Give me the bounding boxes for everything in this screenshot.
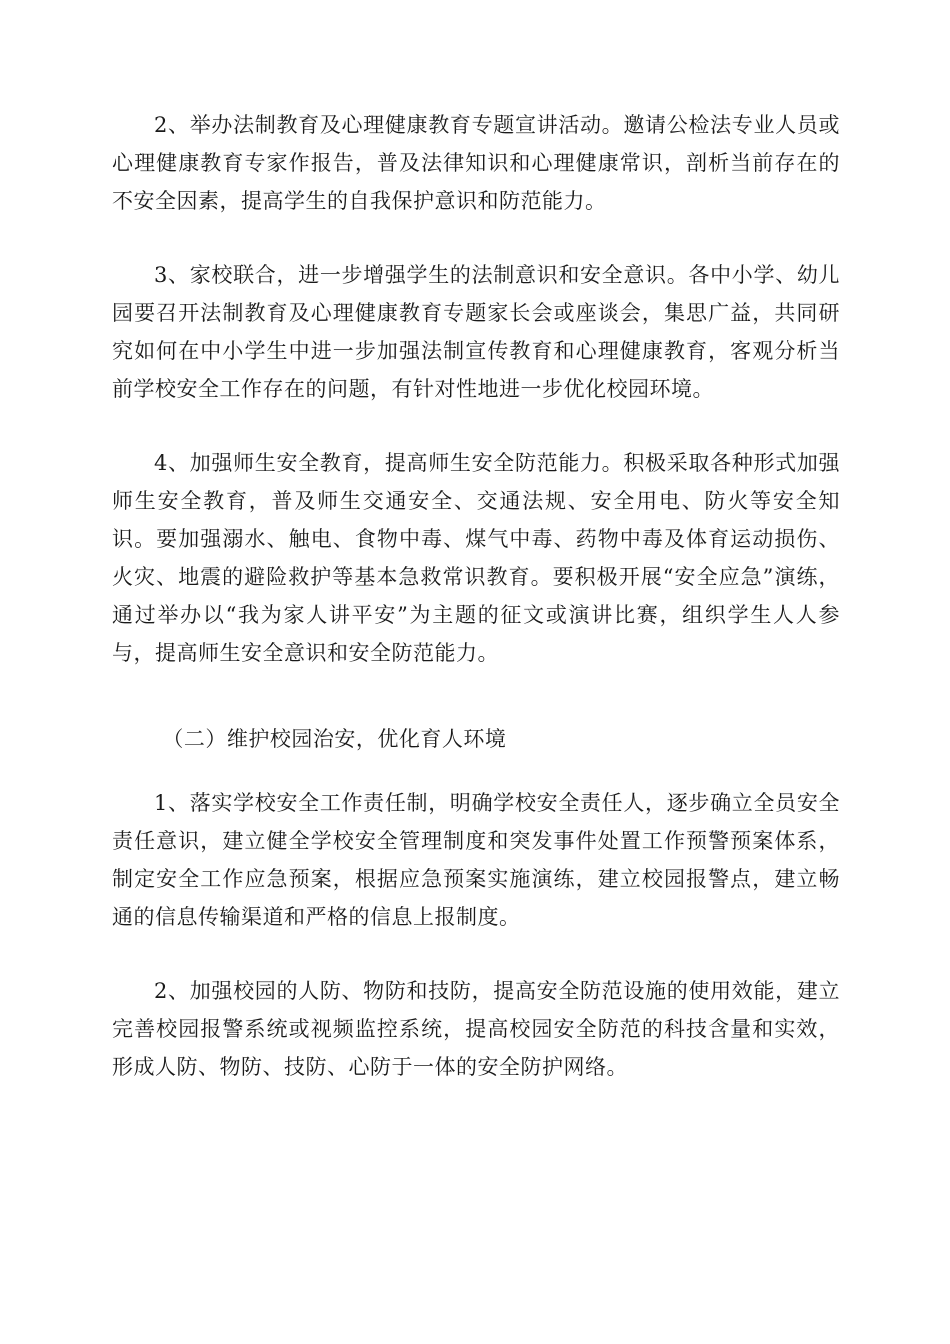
paragraph-home-school-cooperation: 3、家校联合，进一步增强学生的法制意识和安全意识。各中小学、幼儿园要召开法制教育及心理健康教育专题家长会或座谈会，集思广益，共同研究如何在中小学生中进一步加强法制宣传教育和心理健康教育，客观分析当前学校安全工作存在的问题，有针对性地进一步优化校园环境。 <box>112 263 840 401</box>
paragraph-lecture-activity: 2、举办法制教育及心理健康教育专题宣讲活动。邀请公检法专业人员或心理健康教育专家作报告，普及法律知识和心理健康常识，剖析当前存在的不安全因素，提高学生的自我保护意识和防范能力。 <box>112 113 840 213</box>
paragraph-safety-education: 4、加强师生安全教育，提高师生安全防范能力。积极采取各种形式加强师生安全教育，普及师生交通安全、交通法规、安全用电、防火等安全知识。要加强溺水、触电、食物中毒、煤气中毒、药物中毒及体育运动损伤、火灾、地震的避险救护等基本急救常识教育。要积极开展“安全应急”演练，通过举办以“我为家人讲平安”为主题的征文或演讲比赛，组织学生人人参与，提高师生安全意识和安全防范能力。 <box>112 451 840 665</box>
paragraph-responsibility-system: 1、落实学校安全工作责任制，明确学校安全责任人，逐步确立全员安全责任意识，建立健全学校安全管理制度和突发事件处置工作预警预案体系，制定安全工作应急预案，根据应急预案实施演练，建立校园报警点，建立畅通的信息传输渠道和严格的信息上报制度。 <box>112 791 840 929</box>
paragraph-campus-defense: 2、加强校园的人防、物防和技防，提高安全防范设施的使用效能，建立完善校园报警系统或视频监控系统，提高校园安全防范的科技含量和实效，形成人防、物防、技防、心防于一体的安全防护网络。 <box>112 979 840 1079</box>
section-heading-campus-security: （二）维护校园治安，优化育人环境 <box>162 727 507 751</box>
